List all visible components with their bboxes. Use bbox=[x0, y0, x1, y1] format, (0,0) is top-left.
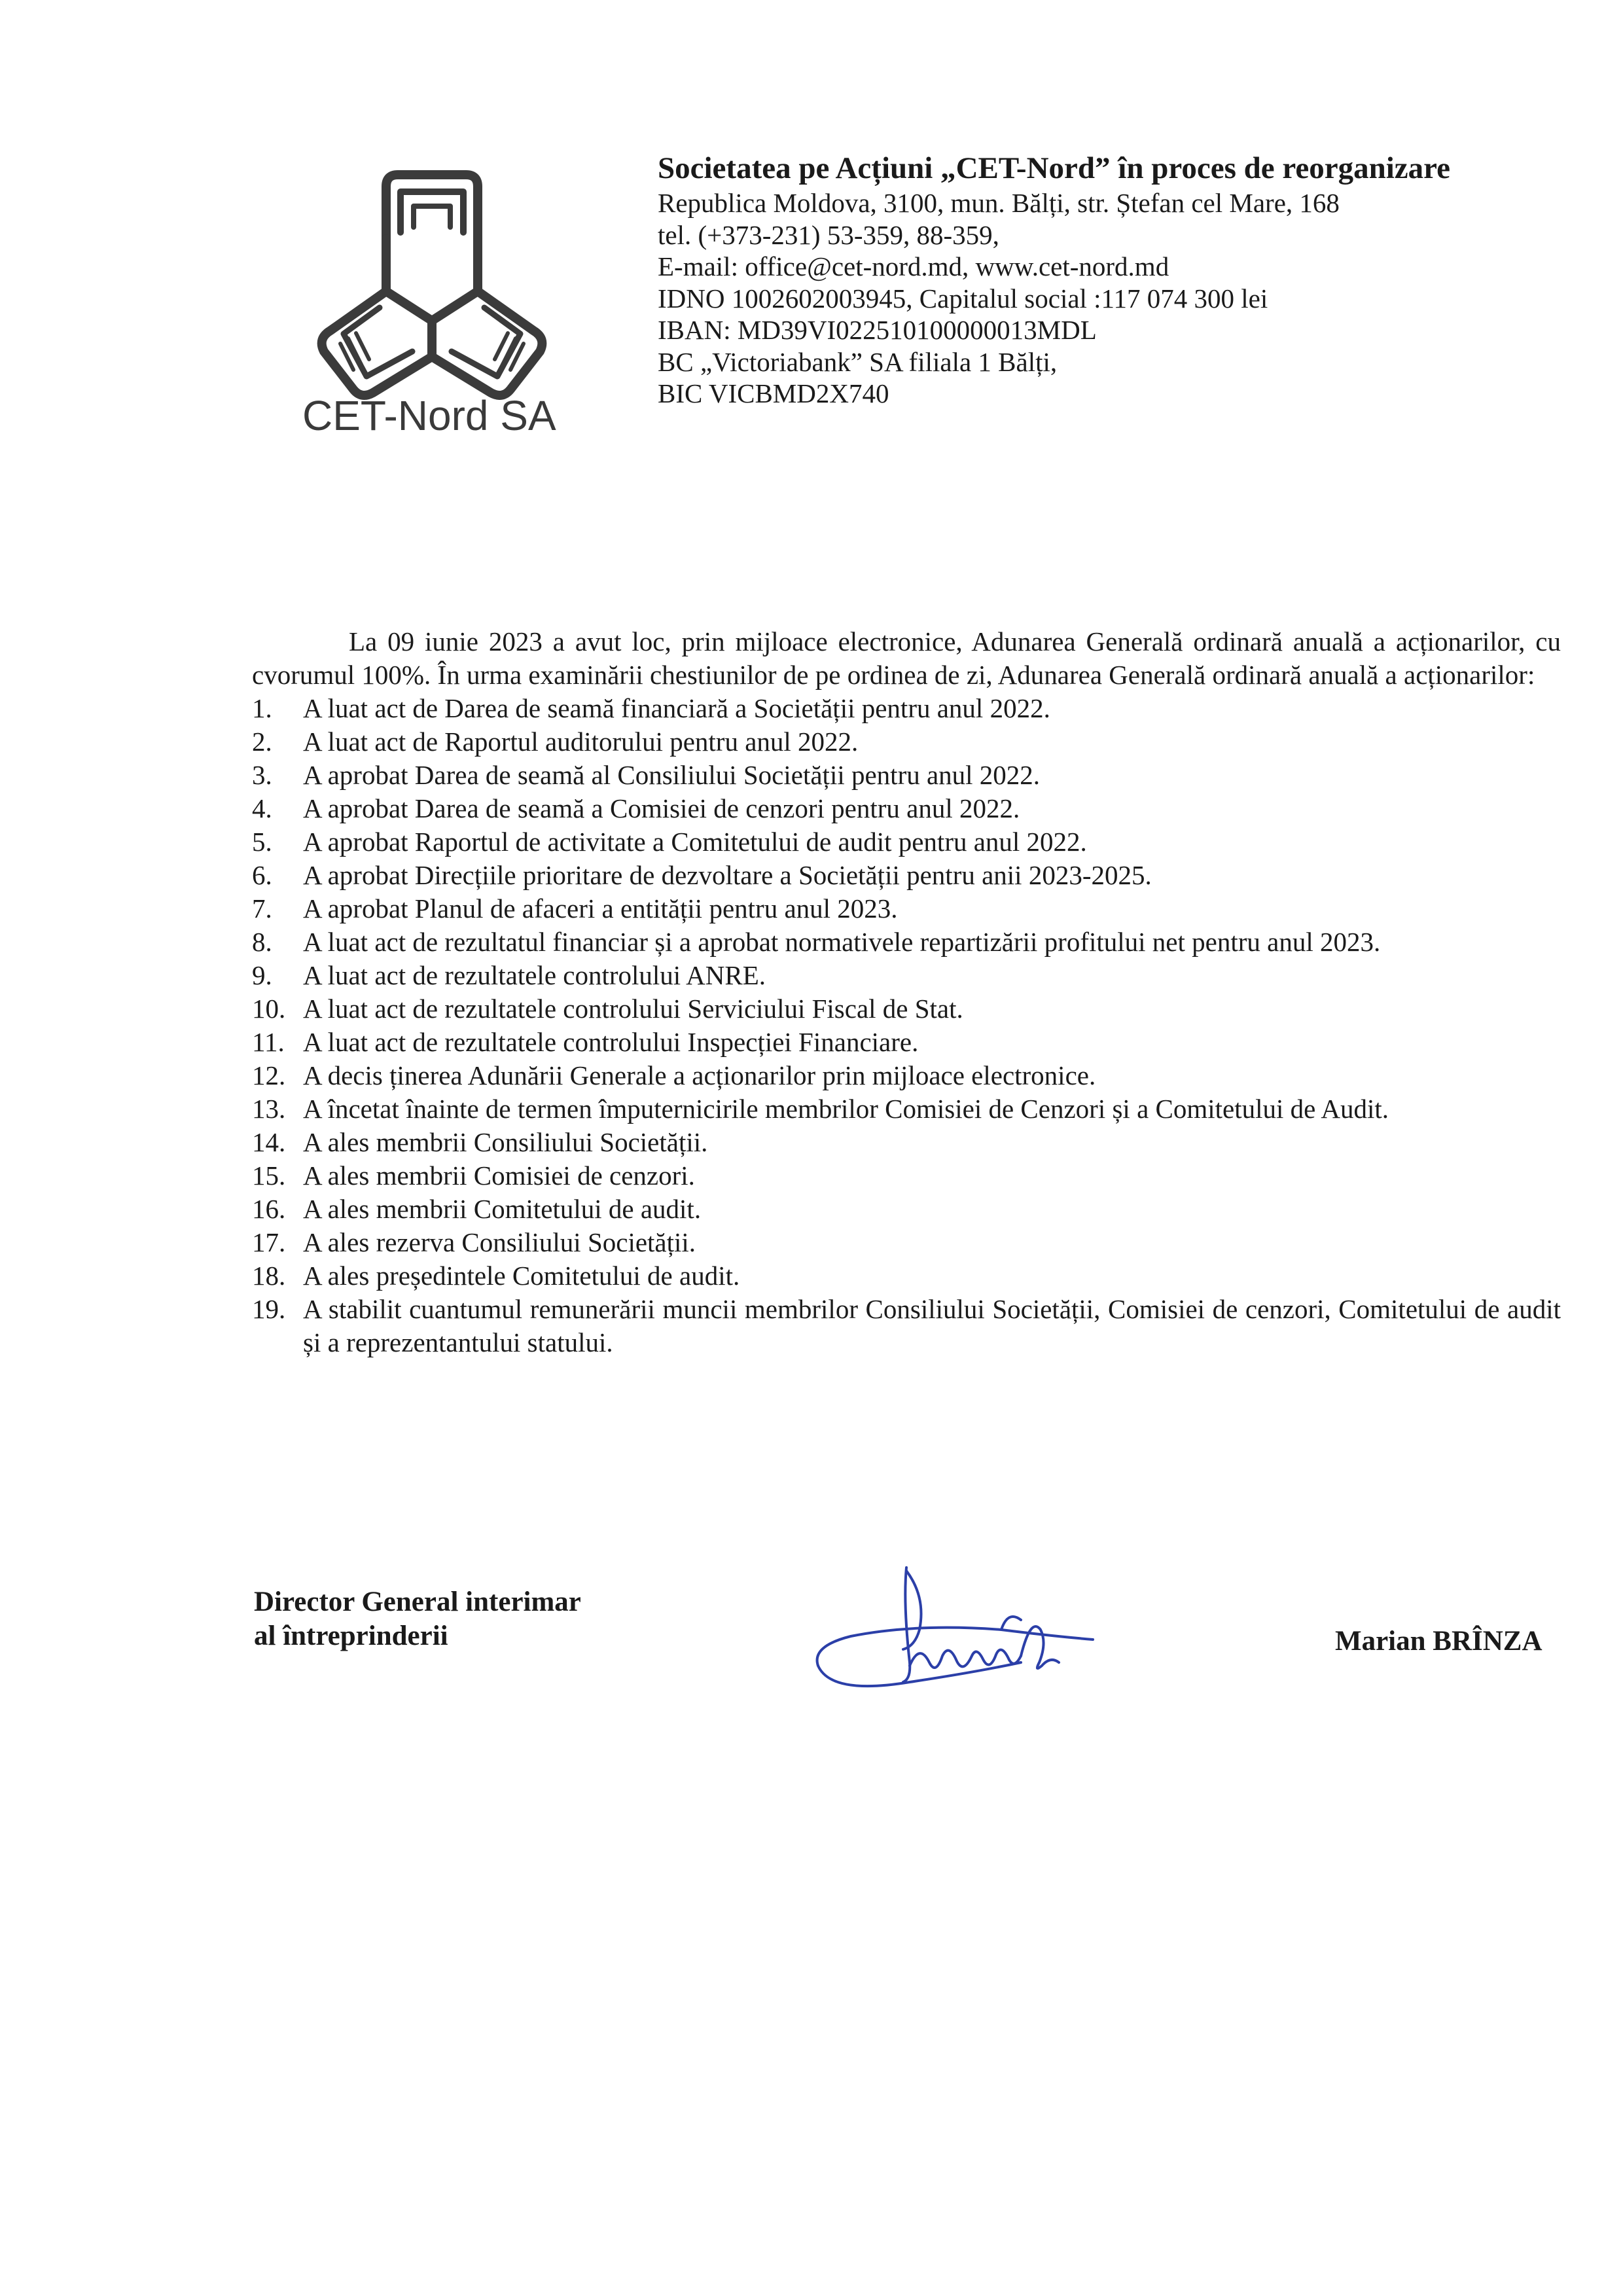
company-address: Republica Moldova, 3100, mun. Bălți, str. Ștefan cel Mare, 168 bbox=[658, 188, 1340, 218]
company-iban: IBAN: MD39VI022510100000013MDL bbox=[658, 315, 1097, 345]
item-text: A decis ținerea Adunării Generale a acționarilor prin mijloace electronice. bbox=[303, 1060, 1096, 1090]
item-number: 8. bbox=[252, 927, 272, 957]
item-text: A încetat înainte de termen împuternicirile membrilor Comisiei de Cenzori și a Comitetului de Audit. bbox=[303, 1094, 1389, 1124]
item-text: A aprobat Direcțiile prioritare de dezvoltare a Societății pentru anii 2023-2025. bbox=[303, 860, 1152, 890]
list-item bbox=[252, 992, 1561, 1026]
company-bic: BIC VICBMD2X740 bbox=[658, 378, 889, 408]
item-number: 11. bbox=[252, 1027, 285, 1057]
item-number: 19. bbox=[252, 1294, 286, 1324]
item-number: 5. bbox=[252, 827, 272, 857]
item-number: 9. bbox=[252, 960, 272, 990]
item-text: A luat act de rezultatele controlului Inspecției Financiare. bbox=[303, 1027, 919, 1057]
list-item bbox=[252, 759, 1561, 792]
company-idno: IDNO 1002602003945, Capitalul social :117 074 300 lei bbox=[658, 283, 1268, 314]
item-number: 6. bbox=[252, 860, 272, 890]
cet-nord-logo-icon bbox=[288, 167, 576, 403]
item-text: A aprobat Darea de seamă al Consiliului Societății pentru anul 2022. bbox=[303, 760, 1041, 790]
signer-title bbox=[254, 1585, 581, 1653]
signer-title-line2: al întreprinderii bbox=[254, 1621, 448, 1651]
list-item bbox=[252, 1026, 1561, 1059]
item-number: 12. bbox=[252, 1060, 286, 1090]
item-text: A luat act de rezultatele controlului Serviciului Fiscal de Stat. bbox=[303, 994, 963, 1024]
item-text: A ales membrii Consiliului Societății. bbox=[303, 1127, 708, 1157]
item-text: A stabilit cuantumul remunerării muncii membrilor Consiliului Societății, Comisiei de cenzori, Comitetului de audit și a reprezentantului statului. bbox=[303, 1294, 1561, 1357]
item-text: A aprobat Darea de seamă a Comisiei de cenzori pentru anul 2022. bbox=[303, 793, 1020, 823]
item-text: A luat act de rezultatele controlului ANRE. bbox=[303, 960, 766, 990]
item-number: 16. bbox=[252, 1194, 286, 1224]
item-text: A luat act de Darea de seamă financiară a Societății pentru anul 2022. bbox=[303, 693, 1050, 723]
list-item bbox=[252, 692, 1561, 725]
item-number: 1. bbox=[252, 693, 272, 723]
decisions-list bbox=[252, 692, 1561, 1359]
item-number: 4. bbox=[252, 793, 272, 823]
item-number: 2. bbox=[252, 726, 272, 757]
item-text: A luat act de rezultatul financiar și a aprobat normativele repartizării profitului net pentru anul 2023. bbox=[303, 927, 1381, 957]
item-text: A ales membrii Comitetului de audit. bbox=[303, 1194, 702, 1224]
intro-paragraph: La 09 iunie 2023 a avut loc, prin mijloace electronice, Adunarea Generală ordinară anuală a acționarilor, cu cvorumul 100%. În urma examinării chestiunilor de pe ordinea de zi, Adunarea Generală ordinară anuală a acționarilor: bbox=[252, 626, 1561, 690]
signer-title-line1: Director General interimar bbox=[254, 1587, 581, 1617]
item-number: 3. bbox=[252, 760, 272, 790]
company-name: Societatea pe Acțiuni „CET-Nord” în proces de reorganizare bbox=[658, 151, 1451, 185]
list-item bbox=[252, 1059, 1561, 1092]
company-email-web: E-mail: office@cet-nord.md, www.cet-nord.md bbox=[658, 251, 1169, 281]
list-item bbox=[252, 825, 1561, 859]
item-text: A ales președintele Comitetului de audit. bbox=[303, 1261, 740, 1291]
item-text: A ales rezerva Consiliului Societății. bbox=[303, 1227, 696, 1257]
company-bank: BC „Victoriabank” SA filiala 1 Bălți, bbox=[658, 346, 1058, 377]
item-number: 17. bbox=[252, 1227, 286, 1257]
list-item bbox=[252, 1193, 1561, 1226]
item-text: A aprobat Planul de afaceri a entității pentru anul 2023. bbox=[303, 893, 898, 924]
item-number: 13. bbox=[252, 1094, 286, 1124]
item-text: A ales membrii Comisiei de cenzori. bbox=[303, 1160, 695, 1191]
list-item bbox=[252, 1159, 1561, 1193]
list-item bbox=[252, 859, 1561, 892]
list-item bbox=[252, 892, 1561, 925]
company-phone: tel. (+373-231) 53-359, 88-359, bbox=[658, 219, 999, 250]
list-item bbox=[252, 1259, 1561, 1293]
item-text: A luat act de Raportul auditorului pentru anul 2022. bbox=[303, 726, 859, 757]
list-item bbox=[252, 792, 1561, 825]
signer-name: Marian BRÎNZA bbox=[1335, 1626, 1543, 1657]
list-item bbox=[252, 1293, 1561, 1359]
document-body bbox=[252, 625, 1561, 1359]
list-item bbox=[252, 725, 1561, 759]
item-number: 10. bbox=[252, 994, 286, 1024]
item-text: A aprobat Raportul de activitate a Comitetului de audit pentru anul 2022. bbox=[303, 827, 1087, 857]
item-number: 7. bbox=[252, 893, 272, 924]
logo-wordmark: CET-Nord SA bbox=[302, 392, 556, 439]
item-number: 18. bbox=[252, 1261, 286, 1291]
item-number: 15. bbox=[252, 1160, 286, 1191]
list-item bbox=[252, 1126, 1561, 1159]
list-item bbox=[252, 1092, 1561, 1126]
list-item bbox=[252, 1226, 1561, 1259]
handwritten-signature-icon bbox=[805, 1532, 1145, 1708]
company-header bbox=[658, 149, 1587, 410]
item-number: 14. bbox=[252, 1127, 286, 1157]
list-item bbox=[252, 925, 1561, 959]
list-item bbox=[252, 959, 1561, 992]
